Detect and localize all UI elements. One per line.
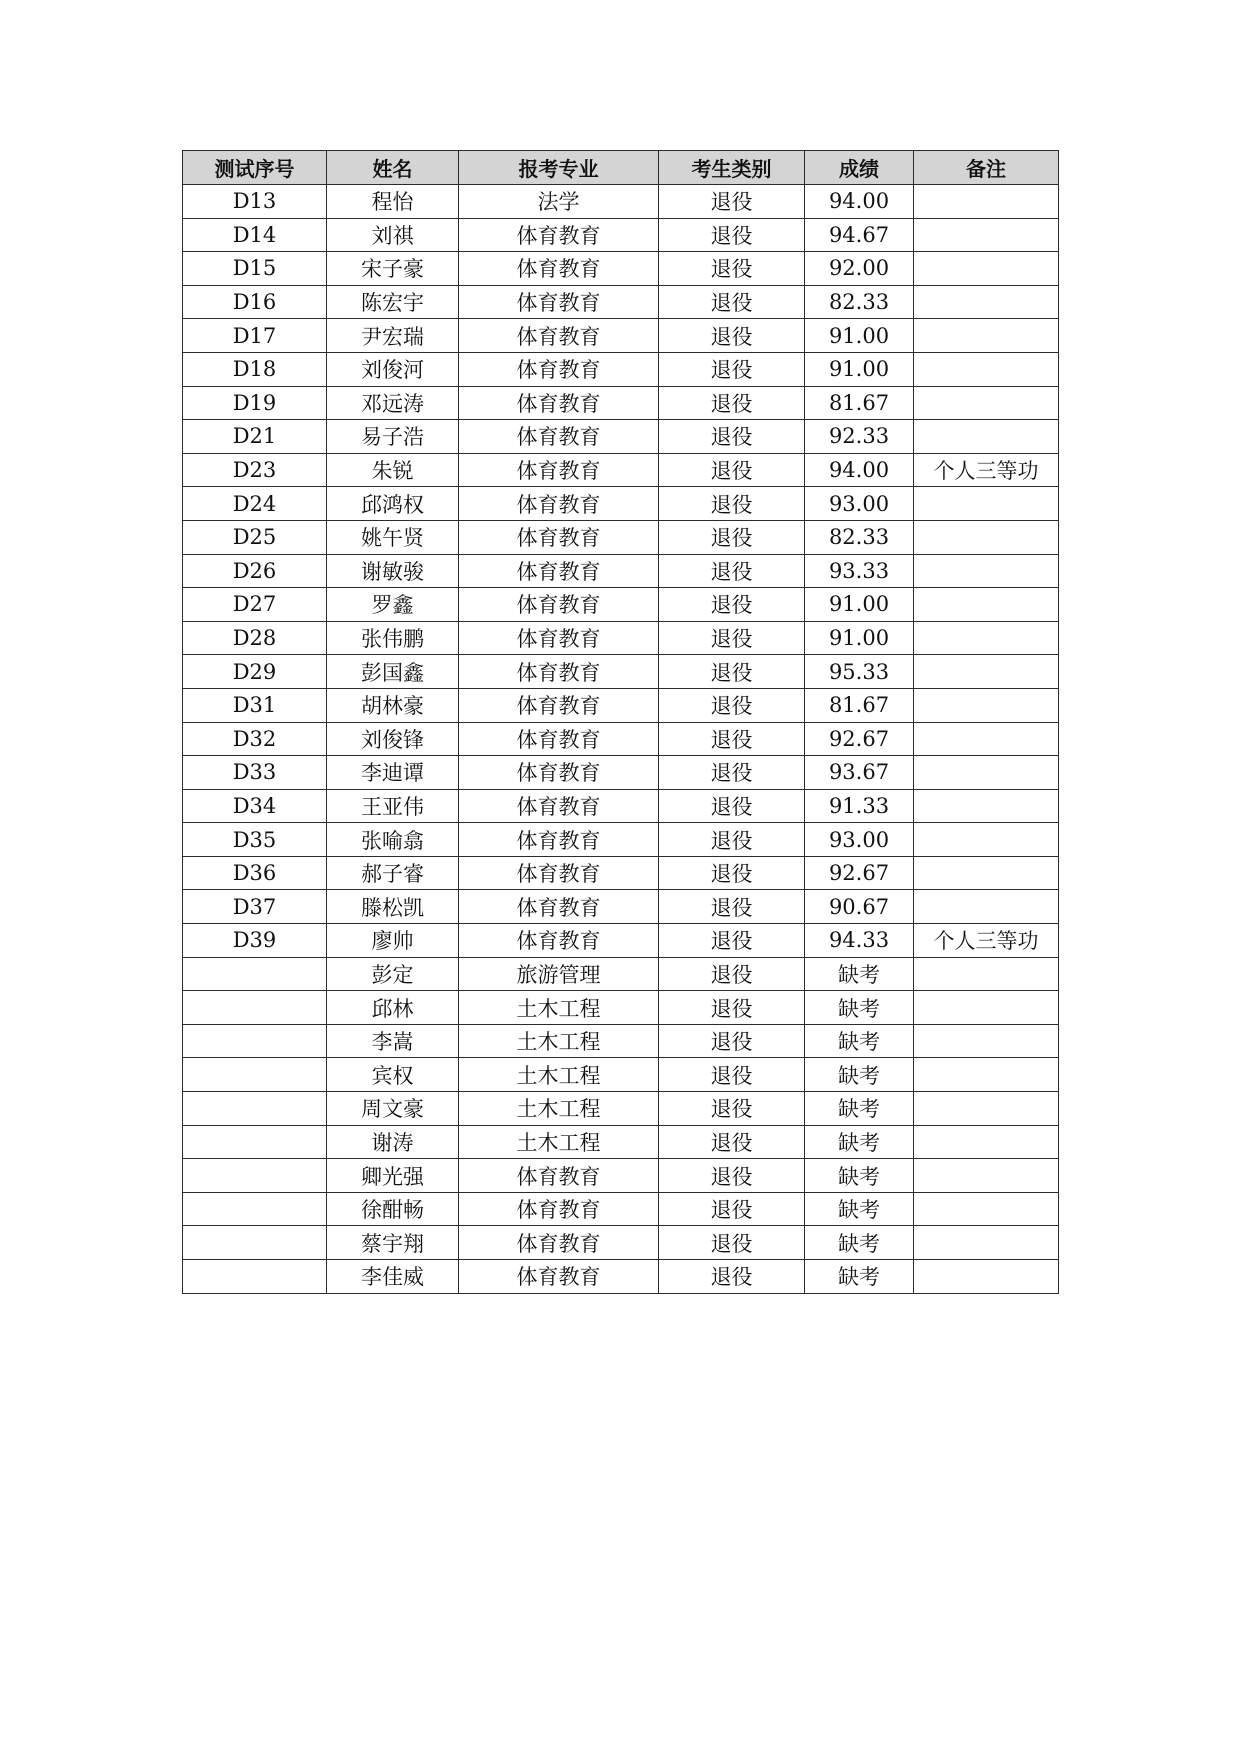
cell-score: 90.67 — [805, 890, 914, 924]
cell-major: 体育教育 — [459, 1192, 659, 1226]
cell-remarks — [914, 319, 1059, 353]
cell-remarks — [914, 957, 1059, 991]
cell-major: 体育教育 — [459, 756, 659, 790]
cell-name: 陈宏宇 — [327, 285, 459, 319]
cell-remarks — [914, 621, 1059, 655]
cell-candidate-type: 退役 — [659, 756, 805, 790]
cell-major: 体育教育 — [459, 520, 659, 554]
cell-score: 92.67 — [805, 722, 914, 756]
table-row — [183, 252, 1059, 286]
cell-major: 土木工程 — [459, 1092, 659, 1126]
cell-name: 刘祺 — [327, 218, 459, 252]
cell-test-number: D18 — [183, 352, 327, 386]
cell-name: 胡林豪 — [327, 688, 459, 722]
cell-name: 刘俊锋 — [327, 722, 459, 756]
cell-name: 尹宏瑞 — [327, 319, 459, 353]
cell-score: 92.33 — [805, 420, 914, 454]
table-row — [183, 453, 1059, 487]
cell-name: 彭国鑫 — [327, 655, 459, 689]
header-row — [183, 151, 1059, 185]
cell-remarks — [914, 756, 1059, 790]
cell-remarks — [914, 218, 1059, 252]
cell-name: 滕松凯 — [327, 890, 459, 924]
table-row — [183, 554, 1059, 588]
cell-candidate-type: 退役 — [659, 1159, 805, 1193]
cell-major: 体育教育 — [459, 386, 659, 420]
cell-test-number — [183, 1058, 327, 1092]
table-row — [183, 655, 1059, 689]
cell-major: 体育教育 — [459, 1226, 659, 1260]
cell-test-number — [183, 1226, 327, 1260]
cell-candidate-type: 退役 — [659, 856, 805, 890]
cell-test-number: D33 — [183, 756, 327, 790]
cell-name: 张伟鹏 — [327, 621, 459, 655]
cell-score: 91.00 — [805, 588, 914, 622]
cell-remarks — [914, 386, 1059, 420]
cell-test-number — [183, 1125, 327, 1159]
cell-test-number — [183, 1260, 327, 1294]
cell-candidate-type: 退役 — [659, 285, 805, 319]
table-row — [183, 487, 1059, 521]
cell-major: 体育教育 — [459, 823, 659, 857]
cell-name: 蔡宇翔 — [327, 1226, 459, 1260]
cell-remarks — [914, 856, 1059, 890]
cell-test-number: D32 — [183, 722, 327, 756]
cell-major: 体育教育 — [459, 218, 659, 252]
cell-remarks — [914, 487, 1059, 521]
cell-score: 93.00 — [805, 487, 914, 521]
cell-test-number: D23 — [183, 453, 327, 487]
table-row — [183, 185, 1059, 219]
cell-major: 土木工程 — [459, 991, 659, 1025]
cell-major: 体育教育 — [459, 621, 659, 655]
cell-test-number: D35 — [183, 823, 327, 857]
cell-score: 82.33 — [805, 285, 914, 319]
cell-name: 邱林 — [327, 991, 459, 1025]
cell-name: 姚午贤 — [327, 520, 459, 554]
table-row — [183, 218, 1059, 252]
header-name: 姓名 — [327, 151, 459, 185]
cell-candidate-type: 退役 — [659, 554, 805, 588]
cell-major: 体育教育 — [459, 319, 659, 353]
table-row — [183, 285, 1059, 319]
cell-name: 廖帅 — [327, 924, 459, 958]
table-row — [183, 352, 1059, 386]
cell-test-number — [183, 991, 327, 1025]
header-remarks: 备注 — [914, 151, 1059, 185]
cell-test-number: D13 — [183, 185, 327, 219]
cell-test-number — [183, 1092, 327, 1126]
cell-candidate-type: 退役 — [659, 688, 805, 722]
cell-candidate-type: 退役 — [659, 924, 805, 958]
cell-major: 体育教育 — [459, 722, 659, 756]
cell-remarks — [914, 722, 1059, 756]
cell-remarks — [914, 588, 1059, 622]
cell-major: 土木工程 — [459, 1058, 659, 1092]
cell-major: 体育教育 — [459, 890, 659, 924]
cell-test-number — [183, 957, 327, 991]
cell-remarks — [914, 991, 1059, 1025]
cell-score: 缺考 — [805, 1058, 914, 1092]
cell-candidate-type: 退役 — [659, 789, 805, 823]
cell-major: 体育教育 — [459, 1260, 659, 1294]
cell-remarks — [914, 1058, 1059, 1092]
cell-remarks — [914, 688, 1059, 722]
cell-major: 体育教育 — [459, 688, 659, 722]
table-row — [183, 1192, 1059, 1226]
cell-major: 体育教育 — [459, 352, 659, 386]
cell-major: 体育教育 — [459, 554, 659, 588]
cell-remarks — [914, 823, 1059, 857]
cell-score: 91.00 — [805, 352, 914, 386]
cell-test-number: D28 — [183, 621, 327, 655]
cell-candidate-type: 退役 — [659, 185, 805, 219]
cell-name: 程怡 — [327, 185, 459, 219]
cell-name: 谢涛 — [327, 1125, 459, 1159]
cell-candidate-type: 退役 — [659, 621, 805, 655]
table-row — [183, 1058, 1059, 1092]
cell-test-number: D37 — [183, 890, 327, 924]
cell-candidate-type: 退役 — [659, 252, 805, 286]
cell-score: 缺考 — [805, 1125, 914, 1159]
cell-candidate-type: 退役 — [659, 319, 805, 353]
cell-score: 缺考 — [805, 1192, 914, 1226]
table-row — [183, 991, 1059, 1025]
cell-remarks — [914, 252, 1059, 286]
cell-remarks: 个人三等功 — [914, 924, 1059, 958]
cell-candidate-type: 退役 — [659, 420, 805, 454]
cell-name: 王亚伟 — [327, 789, 459, 823]
table-row — [183, 1226, 1059, 1260]
cell-score: 缺考 — [805, 1092, 914, 1126]
cell-major: 体育教育 — [459, 856, 659, 890]
table-row — [183, 386, 1059, 420]
cell-score: 91.00 — [805, 319, 914, 353]
cell-score: 缺考 — [805, 1226, 914, 1260]
cell-major: 土木工程 — [459, 1024, 659, 1058]
table-row — [183, 890, 1059, 924]
cell-remarks — [914, 554, 1059, 588]
cell-test-number: D21 — [183, 420, 327, 454]
cell-score: 92.00 — [805, 252, 914, 286]
cell-remarks — [914, 1192, 1059, 1226]
cell-remarks — [914, 1092, 1059, 1126]
cell-remarks — [914, 1125, 1059, 1159]
cell-remarks — [914, 185, 1059, 219]
cell-name: 邓远涛 — [327, 386, 459, 420]
cell-name: 宾权 — [327, 1058, 459, 1092]
cell-test-number: D39 — [183, 924, 327, 958]
cell-name: 朱锐 — [327, 453, 459, 487]
cell-name: 罗鑫 — [327, 588, 459, 622]
cell-major: 旅游管理 — [459, 957, 659, 991]
cell-candidate-type: 退役 — [659, 1192, 805, 1226]
table-row — [183, 957, 1059, 991]
cell-score: 91.00 — [805, 621, 914, 655]
cell-test-number: D34 — [183, 789, 327, 823]
header-candidate-type: 考生类别 — [659, 151, 805, 185]
cell-major: 体育教育 — [459, 655, 659, 689]
cell-score: 91.33 — [805, 789, 914, 823]
cell-remarks — [914, 655, 1059, 689]
cell-test-number: D25 — [183, 520, 327, 554]
cell-score: 93.00 — [805, 823, 914, 857]
cell-test-number — [183, 1159, 327, 1193]
cell-candidate-type: 退役 — [659, 1092, 805, 1126]
cell-major: 法学 — [459, 185, 659, 219]
cell-candidate-type: 退役 — [659, 520, 805, 554]
cell-major: 体育教育 — [459, 789, 659, 823]
cell-remarks — [914, 789, 1059, 823]
cell-test-number — [183, 1024, 327, 1058]
cell-name: 李迪谭 — [327, 756, 459, 790]
cell-name: 邱鸿权 — [327, 487, 459, 521]
cell-remarks — [914, 1260, 1059, 1294]
cell-score: 94.67 — [805, 218, 914, 252]
table-row — [183, 1024, 1059, 1058]
cell-score: 缺考 — [805, 957, 914, 991]
cell-major: 体育教育 — [459, 1159, 659, 1193]
cell-candidate-type: 退役 — [659, 890, 805, 924]
cell-candidate-type: 退役 — [659, 588, 805, 622]
cell-name: 张喻翕 — [327, 823, 459, 857]
cell-name: 刘俊河 — [327, 352, 459, 386]
table-row — [183, 688, 1059, 722]
cell-score: 81.67 — [805, 688, 914, 722]
cell-test-number: D36 — [183, 856, 327, 890]
table-row — [183, 756, 1059, 790]
cell-major: 体育教育 — [459, 924, 659, 958]
table-row — [183, 1260, 1059, 1294]
table-row — [183, 1092, 1059, 1126]
cell-candidate-type: 退役 — [659, 487, 805, 521]
cell-test-number: D24 — [183, 487, 327, 521]
cell-score: 94.33 — [805, 924, 914, 958]
table-row — [183, 1159, 1059, 1193]
cell-name: 徐酣畅 — [327, 1192, 459, 1226]
table-row — [183, 924, 1059, 958]
cell-candidate-type: 退役 — [659, 655, 805, 689]
cell-candidate-type: 退役 — [659, 218, 805, 252]
cell-candidate-type: 退役 — [659, 1058, 805, 1092]
table-row — [183, 588, 1059, 622]
table-row — [183, 722, 1059, 756]
cell-candidate-type: 退役 — [659, 386, 805, 420]
cell-test-number: D27 — [183, 588, 327, 622]
cell-remarks — [914, 1159, 1059, 1193]
cell-remarks — [914, 520, 1059, 554]
cell-name: 卿光强 — [327, 1159, 459, 1193]
cell-test-number — [183, 1192, 327, 1226]
cell-candidate-type: 退役 — [659, 1024, 805, 1058]
cell-score: 缺考 — [805, 991, 914, 1025]
cell-score: 93.33 — [805, 554, 914, 588]
cell-name: 李嵩 — [327, 1024, 459, 1058]
cell-score: 82.33 — [805, 520, 914, 554]
cell-score: 缺考 — [805, 1024, 914, 1058]
cell-candidate-type: 退役 — [659, 352, 805, 386]
cell-remarks — [914, 352, 1059, 386]
cell-score: 95.33 — [805, 655, 914, 689]
cell-major: 体育教育 — [459, 487, 659, 521]
table-row — [183, 319, 1059, 353]
cell-candidate-type: 退役 — [659, 1226, 805, 1260]
table-row — [183, 621, 1059, 655]
cell-name: 李佳威 — [327, 1260, 459, 1294]
cell-candidate-type: 退役 — [659, 991, 805, 1025]
cell-test-number: D16 — [183, 285, 327, 319]
cell-major: 土木工程 — [459, 1125, 659, 1159]
header-major: 报考专业 — [459, 151, 659, 185]
cell-remarks — [914, 1226, 1059, 1260]
cell-major: 体育教育 — [459, 285, 659, 319]
cell-candidate-type: 退役 — [659, 722, 805, 756]
table-row — [183, 1125, 1059, 1159]
cell-candidate-type: 退役 — [659, 1260, 805, 1294]
cell-name: 周文豪 — [327, 1092, 459, 1126]
table-body — [183, 185, 1059, 1294]
cell-major: 体育教育 — [459, 420, 659, 454]
cell-test-number: D14 — [183, 218, 327, 252]
table-row — [183, 789, 1059, 823]
cell-name: 易子浩 — [327, 420, 459, 454]
score-table — [182, 150, 1059, 1294]
score-sheet — [182, 150, 1059, 1294]
cell-score: 92.67 — [805, 856, 914, 890]
cell-test-number: D31 — [183, 688, 327, 722]
cell-candidate-type: 退役 — [659, 957, 805, 991]
cell-score: 缺考 — [805, 1159, 914, 1193]
cell-name: 彭定 — [327, 957, 459, 991]
cell-score: 93.67 — [805, 756, 914, 790]
cell-name: 谢敏骏 — [327, 554, 459, 588]
cell-major: 体育教育 — [459, 453, 659, 487]
cell-remarks — [914, 285, 1059, 319]
table-row — [183, 823, 1059, 857]
cell-test-number: D29 — [183, 655, 327, 689]
table-row — [183, 520, 1059, 554]
cell-major: 体育教育 — [459, 588, 659, 622]
cell-candidate-type: 退役 — [659, 453, 805, 487]
cell-score: 94.00 — [805, 453, 914, 487]
cell-test-number: D26 — [183, 554, 327, 588]
cell-score: 缺考 — [805, 1260, 914, 1294]
table-row — [183, 856, 1059, 890]
cell-test-number: D19 — [183, 386, 327, 420]
cell-remarks — [914, 890, 1059, 924]
cell-name: 宋子豪 — [327, 252, 459, 286]
cell-remarks — [914, 1024, 1059, 1058]
cell-name: 郝子睿 — [327, 856, 459, 890]
header-test-number: 测试序号 — [183, 151, 327, 185]
cell-major: 体育教育 — [459, 252, 659, 286]
table-row — [183, 420, 1059, 454]
cell-candidate-type: 退役 — [659, 1125, 805, 1159]
cell-remarks: 个人三等功 — [914, 453, 1059, 487]
cell-candidate-type: 退役 — [659, 823, 805, 857]
cell-remarks — [914, 420, 1059, 454]
cell-score: 94.00 — [805, 185, 914, 219]
cell-test-number: D17 — [183, 319, 327, 353]
cell-test-number: D15 — [183, 252, 327, 286]
cell-score: 81.67 — [805, 386, 914, 420]
header-score: 成绩 — [805, 151, 914, 185]
